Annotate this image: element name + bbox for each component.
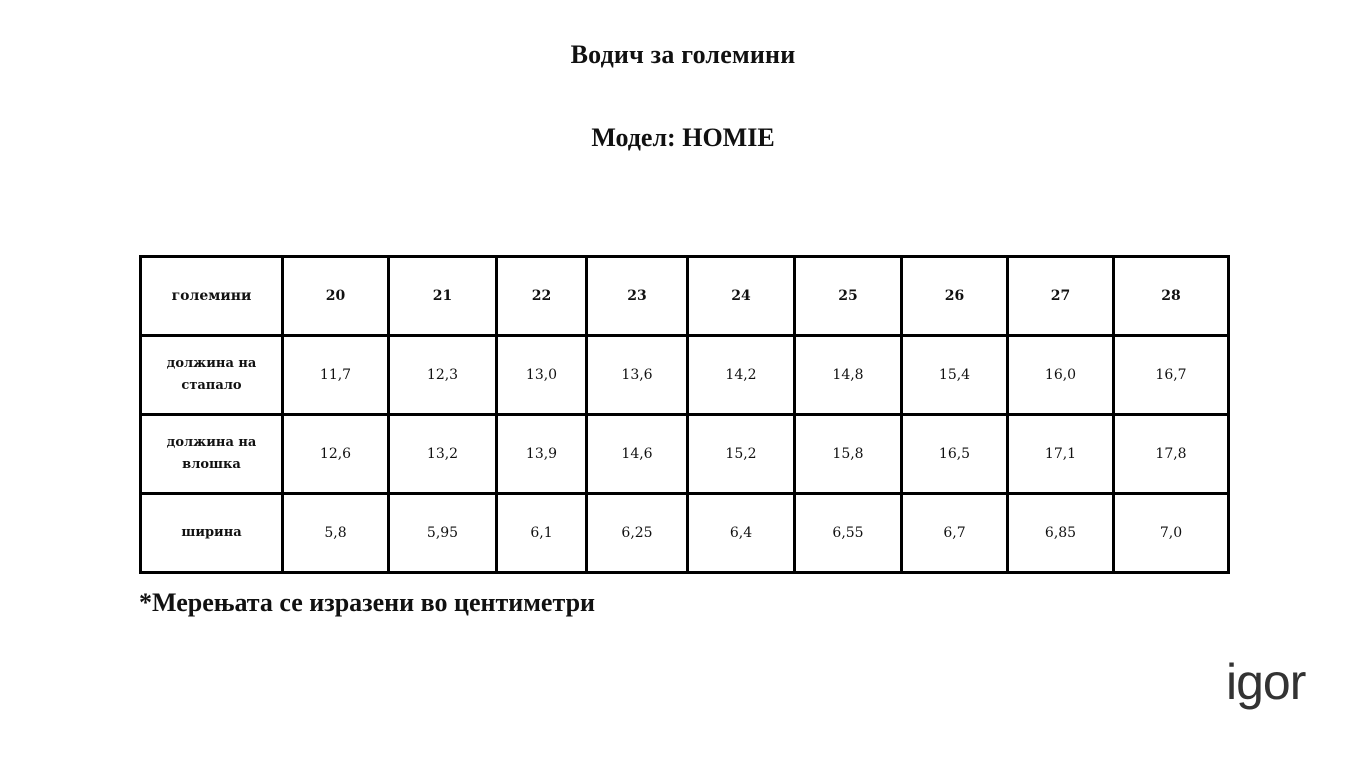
size-table	[139, 255, 1230, 574]
value-cell: 5,8	[283, 494, 389, 573]
value-cell: 14,2	[688, 336, 795, 415]
size-header-row	[141, 257, 1229, 336]
model-name: Модел: HOMIE	[591, 123, 775, 152]
value-cell: 16,7	[1114, 336, 1229, 415]
value-cell: 15,2	[688, 415, 795, 494]
value-cell: 6,85	[1008, 494, 1114, 573]
row-label-line: ширина	[181, 525, 242, 540]
value-cell: 13,2	[389, 415, 497, 494]
size-cell: 24	[688, 257, 795, 336]
row-label-cell	[141, 494, 283, 573]
measurement-footnote: *Мерењата се изразени во центиметри	[139, 588, 596, 617]
size-cell: 28	[1114, 257, 1229, 336]
value-cell: 16,5	[902, 415, 1008, 494]
size-cell: 26	[902, 257, 1008, 336]
size-cell: 21	[389, 257, 497, 336]
row-label-cell	[141, 415, 283, 494]
size-cell: 22	[497, 257, 587, 336]
size-cell: 25	[795, 257, 902, 336]
row-label-line: стапало	[181, 378, 242, 393]
size-cell: 27	[1008, 257, 1114, 336]
value-cell: 6,7	[902, 494, 1008, 573]
value-cell: 16,0	[1008, 336, 1114, 415]
row-label-cell	[141, 336, 283, 415]
page-title: Водич за големини	[570, 40, 796, 69]
value-cell: 13,0	[497, 336, 587, 415]
row-label-line: должина на	[166, 435, 257, 450]
value-cell: 12,3	[389, 336, 497, 415]
value-cell: 6,55	[795, 494, 902, 573]
value-cell: 13,6	[587, 336, 688, 415]
value-cell: 15,8	[795, 415, 902, 494]
value-cell: 7,0	[1114, 494, 1229, 573]
value-cell: 13,9	[497, 415, 587, 494]
header-label-cell: големини	[141, 257, 283, 336]
value-cell: 17,8	[1114, 415, 1229, 494]
value-cell: 12,6	[283, 415, 389, 494]
value-cell: 6,1	[497, 494, 587, 573]
table-row	[141, 336, 1229, 415]
value-cell: 5,95	[389, 494, 497, 573]
value-cell: 14,8	[795, 336, 902, 415]
value-cell: 14,6	[587, 415, 688, 494]
brand-logo: igor	[1226, 654, 1306, 710]
size-cell: 20	[283, 257, 389, 336]
row-label-line: влошка	[182, 457, 241, 472]
value-cell: 15,4	[902, 336, 1008, 415]
size-cell: 23	[587, 257, 688, 336]
table-row	[141, 494, 1229, 573]
value-cell: 6,4	[688, 494, 795, 573]
row-label-line: должина на	[166, 356, 257, 371]
value-cell: 11,7	[283, 336, 389, 415]
value-cell: 17,1	[1008, 415, 1114, 494]
table-row	[141, 415, 1229, 494]
value-cell: 6,25	[587, 494, 688, 573]
